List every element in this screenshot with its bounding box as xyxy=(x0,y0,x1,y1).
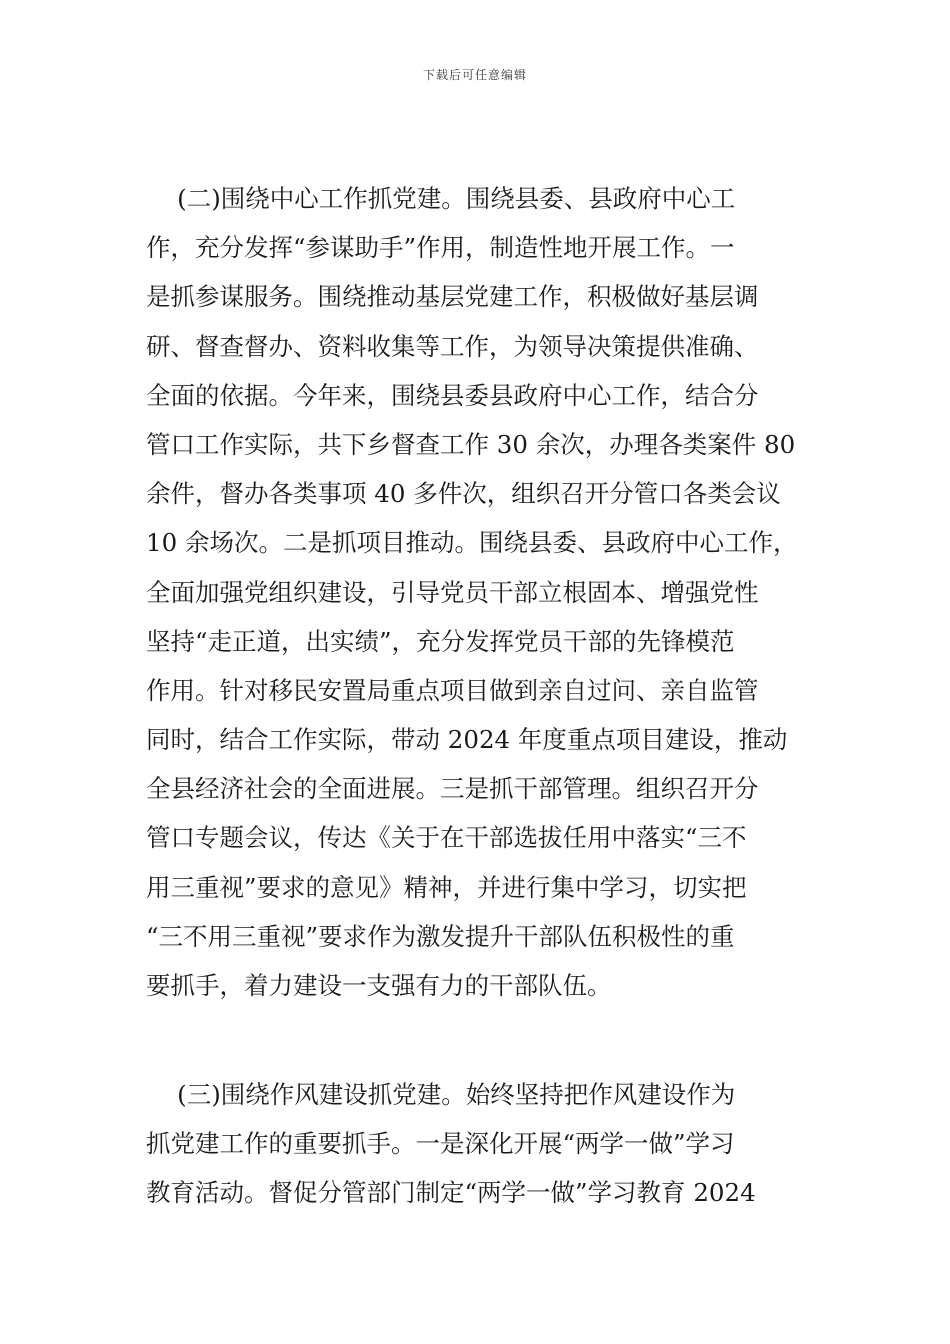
text-line: 坚持“走正道，出实绩”，充分发挥党员干部的先锋模范 xyxy=(146,626,735,656)
text-line: 全面的依据。今年来，围绕县委县政府中心工作，结合分 xyxy=(146,380,759,410)
text-line: 要抓手，着力建设一支强有力的干部队伍。 xyxy=(146,971,612,1000)
text-line: 是抓参谋服务。围绕推动基层党建工作，积极做好基层调 xyxy=(146,282,759,312)
page-header: 下载后可任意编辑 xyxy=(422,68,527,82)
text-line: 管口专题会议，传达《关于在干部选拔任用中落实“三不 xyxy=(146,823,747,853)
text-line: 作用。针对移民安置局重点项目做到亲自过问、亲自监管 xyxy=(146,675,759,705)
paragraph-section-3 xyxy=(146,1070,810,1218)
text-line: 10 余场次。二是抓项目推动。围绕县委、县政府中心工作， xyxy=(146,528,798,558)
text-line: “三不用三重视”要求作为激发提升干部队伍积极性的重 xyxy=(146,921,735,951)
paragraph-section-2 xyxy=(146,174,810,1010)
text-line: (二)围绕中心工作抓党建。围绕县委、县政府中心工 xyxy=(146,184,736,213)
text-line: 全面加强党组织建设，引导党员干部立根固本、增强党性 xyxy=(146,577,759,607)
text-line: 抓党建工作的重要抓手。一是深化开展“两学一做”学习 xyxy=(146,1129,735,1159)
text-line: 作，充分发挥“参谋助手”作用，制造性地开展工作。一 xyxy=(146,233,735,263)
text-line: 管口工作实际，共下乡督查工作 30 余次，办理各类案件 80 xyxy=(146,429,796,459)
text-line: 余件，督办各类事项 40 多件次，组织召开分管口各类会议 xyxy=(146,479,781,509)
text-line: 教育活动。督促分管部门制定“两学一做”学习教育 2024 xyxy=(146,1178,756,1208)
text-line: 全县经济社会的全面进展。三是抓干部管理。组织召开分 xyxy=(146,774,759,804)
text-line: 研、督查督办、资料收集等工作，为领导决策提供准确、 xyxy=(146,331,759,361)
text-line: (三)围绕作风建设抓党建。始终坚持把作风建设作为 xyxy=(146,1080,736,1109)
text-line: 同时，结合工作实际，带动 2024 年度重点项目建设，推动 xyxy=(146,725,788,755)
text-line: 用三重视”要求的意见》精神，并进行集中学习，切实把 xyxy=(146,872,747,902)
